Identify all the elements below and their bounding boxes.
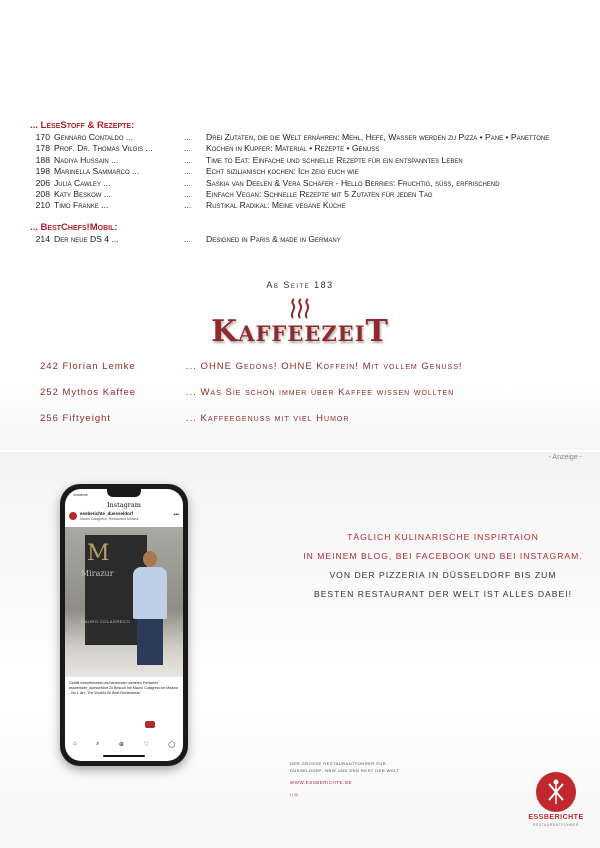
logo-wordmark: ESSBERICHTE xyxy=(528,814,584,821)
toc-row xyxy=(30,132,570,143)
chef-name: MAURO COLAGRECO xyxy=(81,619,131,624)
ad-copy xyxy=(300,528,586,604)
description: Kochen in Kupfer: Material • Rezepte • Genuss xyxy=(206,143,380,154)
dots: ... xyxy=(184,143,192,154)
page-number: 170 xyxy=(35,132,50,142)
post-location: Mauro Colagreco, Restaurant Mirazur xyxy=(80,517,139,521)
dots: ... xyxy=(184,177,192,188)
ad-line: TÄGLICH KULINARISCHE INSPIRTAION xyxy=(347,532,539,542)
page-number: 206 xyxy=(35,177,50,188)
kaffee-entry: 242 Florian Lemke xyxy=(40,361,136,372)
description: Time to Eat: Einfache und schnelle Rezepte für ein entspanntes Leben xyxy=(206,154,463,165)
phone-mockup xyxy=(60,484,188,766)
search-icon: ⌕ xyxy=(96,741,100,747)
toc-row xyxy=(30,200,570,211)
dots: ... xyxy=(184,233,192,244)
more-icon: ••• xyxy=(173,512,179,518)
description: Rustikal Radikal: Meine vegane Küche xyxy=(206,200,346,211)
person-legs xyxy=(137,619,163,665)
page-number: 208 xyxy=(35,188,50,199)
description: Saskia van Deelen & Vera Schäfer - Hello Berries: Fruchtig, süss, erfrischend xyxy=(206,177,500,188)
page-number: 178 xyxy=(35,143,50,154)
toc-row xyxy=(30,143,570,154)
toc-row xyxy=(30,189,570,200)
home-indicator xyxy=(103,755,145,757)
kaffee-row xyxy=(40,413,349,424)
anzeige-label: - Anzeige - xyxy=(548,454,582,461)
author: Gennaro Contaldo ... xyxy=(54,132,134,142)
toc-row xyxy=(30,166,570,177)
heart-icon xyxy=(145,721,155,728)
toc-row xyxy=(30,178,570,189)
social-icons[interactable]: f | ◎ xyxy=(290,792,298,797)
page-number: 210 xyxy=(35,200,50,211)
author: Marinella Sammarco ... xyxy=(54,166,140,177)
footer-tagline xyxy=(290,760,400,774)
kaffee-entry: 252 Mythos Kaffee xyxy=(40,387,137,398)
add-icon: ⊕ xyxy=(118,742,124,748)
kaffee-row xyxy=(40,361,463,372)
profile-icon: ◯ xyxy=(168,742,175,748)
kaffee-row xyxy=(40,387,454,398)
author: Katy Beskow ... xyxy=(54,188,111,199)
website-link[interactable]: WWW.ESSBERICHTE.DE xyxy=(290,780,353,785)
dots: ... xyxy=(184,188,192,199)
kaffee-description: ... Kaffeegenuss mit viel Humor xyxy=(186,413,350,424)
page-number: 214 xyxy=(35,233,50,244)
post-photo xyxy=(65,527,183,677)
dots: ... xyxy=(184,166,192,177)
footer-line: DÜSSELDORF, NRW UND DEN REST DER WELT xyxy=(290,768,400,773)
ad-line: BESTEN RESTAURANT DER WELT IST ALLES DABEI! xyxy=(313,589,573,599)
app-nav xyxy=(73,741,175,748)
restaurant-logo: M xyxy=(87,541,110,566)
activity-icon: ♡ xyxy=(143,742,149,748)
person-head xyxy=(143,551,157,567)
description: Echt sizilianisch kochen: Ich zeig euch wie xyxy=(206,166,359,177)
restaurant-name: Mirazur xyxy=(81,569,114,578)
kaffeezeit-title: KaffeezeiT xyxy=(211,314,389,349)
dots: ... xyxy=(184,132,192,142)
essberichte-logo xyxy=(536,772,576,812)
post-caption xyxy=(69,681,179,696)
home-icon: ⌂ xyxy=(73,741,77,747)
phone-screen xyxy=(65,489,183,761)
author: Prof. Dr. Thomas Vilgis ... xyxy=(54,143,153,154)
author: Julia Cawley ... xyxy=(54,177,111,188)
ad-line: VON DER PIZZERIA IN DÜSSELDORF BIS ZUM xyxy=(329,570,557,580)
page-number: 188 xyxy=(35,154,50,165)
username: essberichte_duesseldorf xyxy=(80,511,134,516)
description: Einfach Vegan: Schnelle Rezepte mit 5 Zutaten für jeden Tag xyxy=(206,188,433,199)
ab-seite-label: Ab Seite 183 xyxy=(266,280,334,290)
dots: ... xyxy=(184,200,192,211)
footer-line: DER GROSSE RESTAURANTFÜHRER FÜR xyxy=(290,761,387,766)
instagram-title: Instagram xyxy=(107,501,141,509)
description: Designed in Paris & made in Germany xyxy=(206,233,341,244)
kaffee-description: ... Was Sie schon immer über Kaffee wissen wollten xyxy=(186,387,455,398)
author: Timo Franke ... xyxy=(54,200,109,211)
description: Drei Zutaten, die die Welt ernähren: Mehl, Hefe, Wasser werden zu Pizza • Pane • Panettone xyxy=(206,132,550,142)
toc-row xyxy=(30,155,570,166)
kaffee-entry: 256 Fiftyeight xyxy=(40,413,112,424)
toc-row xyxy=(30,234,570,245)
likes-text: Gefällt bestofthewest und tausenden weiteren Personen xyxy=(69,681,159,685)
cutlery-icon xyxy=(536,772,576,812)
phone-notch xyxy=(107,489,141,497)
kaffee-description: ... OHNE Gedöns! OHNE Koffein! Mit vollem Genuss! xyxy=(186,361,463,372)
caption-text: essberichte_duesseldorf Zu Besuch bei Mauro Colagreco im Mirazur - No.1 der „The World's 50 Best Restaurants" xyxy=(69,686,179,695)
post-header xyxy=(69,511,179,525)
avatar xyxy=(69,512,77,520)
logo-subtitle: RESTAURANTFÜHRER xyxy=(532,823,580,827)
page-number: 198 xyxy=(35,166,50,177)
author: Nadiya Hussain ... xyxy=(54,154,119,165)
person-body xyxy=(133,567,167,619)
dots: ... xyxy=(184,154,192,165)
status-bar: Vodafone xyxy=(73,493,88,497)
section-title-lesestoff: ... LeseStoff & Rezepte: xyxy=(30,120,135,131)
ad-line: IN MEINEM BLOG, BEI FACEBOOK UND BEI INSTAGRAM. xyxy=(303,551,583,561)
table-of-contents xyxy=(30,120,570,245)
spacer xyxy=(30,212,570,222)
author: Der neue DS 4 ... xyxy=(54,233,119,244)
section-title-bestchefs: ... BestChefs!Mobil: xyxy=(30,221,118,233)
